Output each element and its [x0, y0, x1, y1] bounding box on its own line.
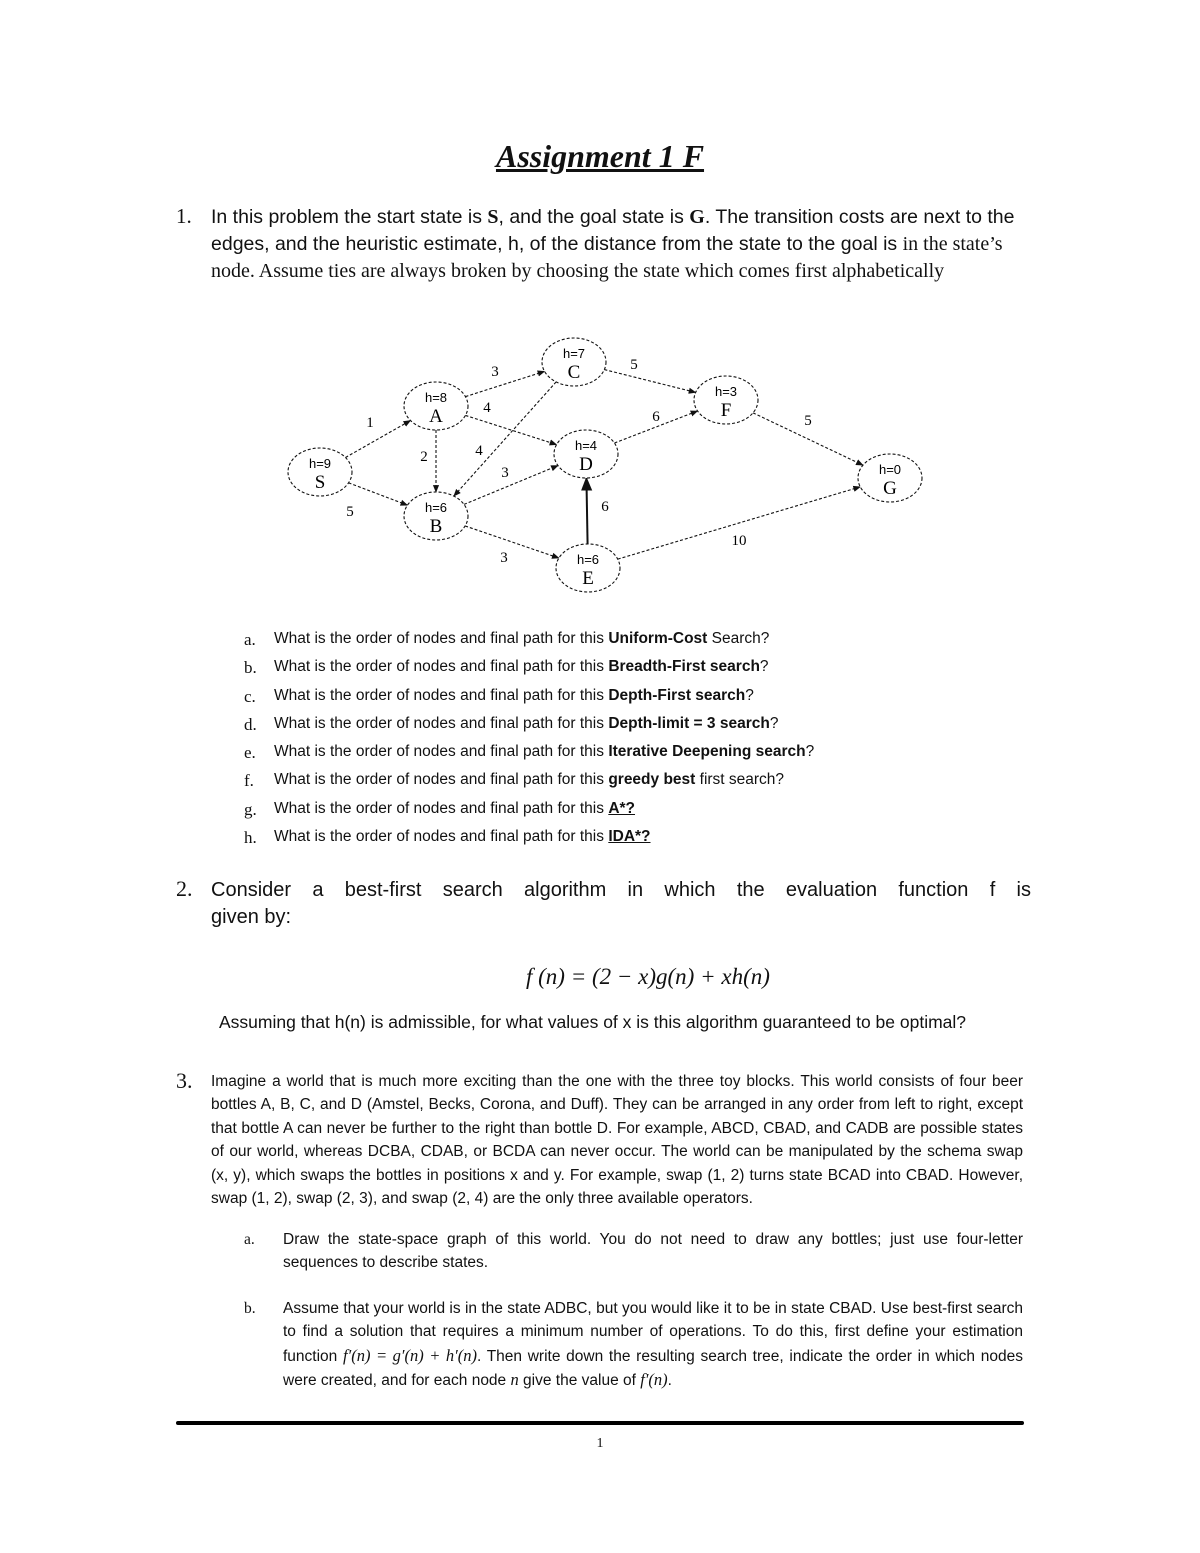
q3b-text-3: give the value of [518, 1372, 641, 1390]
edge-C-F [604, 370, 695, 393]
edge-cost-E-D: 6 [601, 499, 609, 515]
node-label: F [720, 400, 732, 421]
q3b-text-2: . Then write down the resulting search tree, indicate the order in which nodes were created, and for each node [283, 1347, 1023, 1390]
edge-A-D [465, 415, 556, 444]
node-heuristic: h=3 [714, 384, 738, 399]
item-bold: Uniform-Cost [608, 630, 708, 647]
q3b-n: n [510, 1370, 519, 1390]
question-1-text [211, 204, 1026, 285]
q1-intro-d: in the state’s node. Assume ties are always broken by choosing the state which comes first alphabetically [211, 233, 1003, 282]
footer-divider [176, 1421, 1024, 1425]
q3b-fn: f′(n) [640, 1370, 668, 1390]
item-bold: Depth-limit = 3 search [608, 714, 770, 732]
q3b-letter: b. [244, 1300, 256, 1317]
node-heuristic: h=7 [562, 346, 586, 361]
item-prompt: What is the order of nodes and final path for this [274, 630, 609, 647]
edge-cost-S-B: 5 [346, 504, 354, 520]
node-label: S [314, 472, 326, 493]
item-bold: IDA*? [608, 828, 651, 846]
page-title: Assignment 1 F [495, 138, 705, 174]
q3b-text-1: Assume that your world is in the state ADBC, but you would like it to be in state CBAD. Use best-first search to find a solution that requires a minimum number of operations. To do this, first define your estimation function [283, 1300, 1023, 1365]
q1-intro-b: , and the goal state is [498, 206, 690, 228]
list-item [244, 687, 814, 715]
edge-cost-B-D: 3 [501, 465, 509, 481]
q3a-letter: a. [244, 1231, 255, 1248]
q3b-text-4: . [667, 1372, 672, 1390]
item-tail: first search? [695, 771, 785, 789]
node-label: A [429, 406, 443, 427]
edge-E-D [586, 478, 587, 544]
item-prompt: What is the order of nodes and final path for this [274, 658, 609, 676]
q3b-formula: f′(n) = g′(n) + h′(n) [343, 1345, 477, 1365]
node-E [556, 544, 620, 592]
list-item [244, 800, 814, 828]
q3a-text: Draw the state-space graph of this world. You do not need to draw any bottles; just use four-letter sequences to describe states. [283, 1231, 1023, 1272]
node-label: B [429, 516, 443, 537]
edge-cost-B-E: 3 [500, 550, 508, 566]
node-heuristic: h=6 [576, 552, 600, 567]
node-G [858, 454, 922, 502]
question-2-line-1: Consider a best-first search algorithm in which the evaluation function f is [211, 879, 1031, 901]
question-1-subitems [244, 630, 814, 856]
item-prompt: What is the order of nodes and final path for this [274, 686, 609, 704]
list-item [244, 630, 814, 658]
question-1-number: 1. [176, 204, 192, 228]
list-item [244, 715, 814, 743]
item-letter: e. [244, 743, 256, 763]
node-C [542, 338, 606, 386]
node-heuristic: h=6 [424, 500, 448, 515]
node-A [404, 382, 468, 430]
evaluation-formula: f (n) = (2 − x)g(n) + xh(n) [526, 964, 770, 989]
node-heuristic: h=8 [424, 390, 448, 405]
item-prompt: What is the order of nodes and final path for this [274, 714, 609, 732]
node-B [404, 492, 468, 540]
state-graph [270, 326, 950, 598]
edge-S-A [345, 421, 410, 458]
page-number: 1 [596, 1436, 604, 1451]
item-tail: ? [745, 686, 754, 704]
q1-start-state: S [487, 206, 499, 228]
item-letter: d. [244, 714, 257, 734]
node-label: D [579, 454, 593, 475]
item-letter: b. [244, 658, 257, 678]
item-letter: h. [244, 828, 257, 848]
node-label: G [883, 478, 897, 499]
q1-goal-state: G [689, 206, 705, 228]
question-3a [244, 1228, 1023, 1275]
q1-intro-c: . The transition costs are next to the edges, and the heuristic estimate, h, of the distance from the state to the goal is [211, 206, 1015, 255]
edge-cost-S-A: 1 [366, 415, 374, 431]
edge-cost-F-G: 5 [804, 413, 812, 429]
item-prompt: What is the order of nodes and final path for this [274, 828, 609, 846]
edge-cost-C-B: 4 [475, 443, 483, 459]
q1-intro-a: In this problem the start state is [211, 206, 488, 228]
edge-cost-A-D: 4 [483, 400, 491, 416]
node-S [288, 448, 352, 496]
question-3-number: 3. [176, 1068, 193, 1093]
edge-cost-E-G: 10 [731, 533, 747, 549]
item-letter: c. [244, 686, 256, 706]
node-D [554, 430, 618, 478]
node-heuristic: h=4 [574, 438, 598, 453]
list-item [244, 658, 814, 686]
item-prompt: What is the order of nodes and final path for this [274, 799, 609, 817]
item-bold: greedy best [608, 771, 696, 789]
edge-cost-D-F: 6 [652, 409, 660, 425]
list-item [244, 828, 814, 856]
edge-B-D [464, 466, 558, 505]
node-heuristic: h=9 [308, 456, 332, 471]
item-bold: Breadth-First search [608, 658, 760, 676]
question-2-number: 2. [176, 876, 193, 901]
item-letter: g. [244, 799, 257, 819]
edge-A-C [465, 371, 544, 396]
list-item [244, 771, 814, 799]
edge-cost-A-C: 3 [491, 364, 499, 380]
item-letter: f. [244, 771, 254, 791]
item-bold: Depth-First search [608, 686, 746, 704]
item-prompt: What is the order of nodes and final path for this [274, 771, 609, 789]
item-bold: A*? [608, 799, 636, 817]
q3b-text [283, 1297, 1023, 1393]
item-letter: a. [244, 630, 256, 649]
edge-cost-A-B: 2 [420, 449, 428, 465]
item-bold: Iterative Deepening search [608, 743, 806, 761]
list-item [244, 743, 814, 771]
node-label: C [567, 362, 581, 383]
item-tail: ? [769, 714, 779, 732]
item-tail: Search? [707, 630, 770, 647]
item-prompt: What is the order of nodes and final path for this [274, 743, 609, 761]
question-2-line-2: given by: [211, 906, 292, 928]
edge-cost-C-F: 5 [630, 357, 638, 373]
item-tail: ? [759, 658, 769, 676]
node-heuristic: h=0 [878, 462, 902, 477]
question-3-text: Imagine a world that is much more exciting than the one with the three toy blocks. This world consists of four beer bottles A, B, C, and D (Amstel, Becks, Corona, and Duff). They can be arranged in any order from left to right, except that bottle A can never be further to the right than bottle D. For example, ABCD, CBAD, and CADB are possible states of our world, whereas DCBA, CDAB, or BCDA can never occur. The world can be manipulated by the schema swap (x, y), which swaps the bottles in positions x and y. For example, swap (1, 2) turns state BCAD into CBAD. However, swap (1, 2), swap (2, 3), and swap (2, 4) are the only three available operators. [211, 1073, 1023, 1208]
question-2-assumption: Assuming that h(n) is admissible, for what values of x is this algorithm guaranteed to be optimal? [219, 1012, 967, 1032]
question-3b [244, 1297, 1023, 1393]
node-F [694, 376, 758, 424]
edge-S-B [349, 483, 408, 505]
edge-B-E [465, 526, 559, 558]
item-tail: ? [805, 743, 815, 761]
node-label: E [582, 568, 594, 589]
